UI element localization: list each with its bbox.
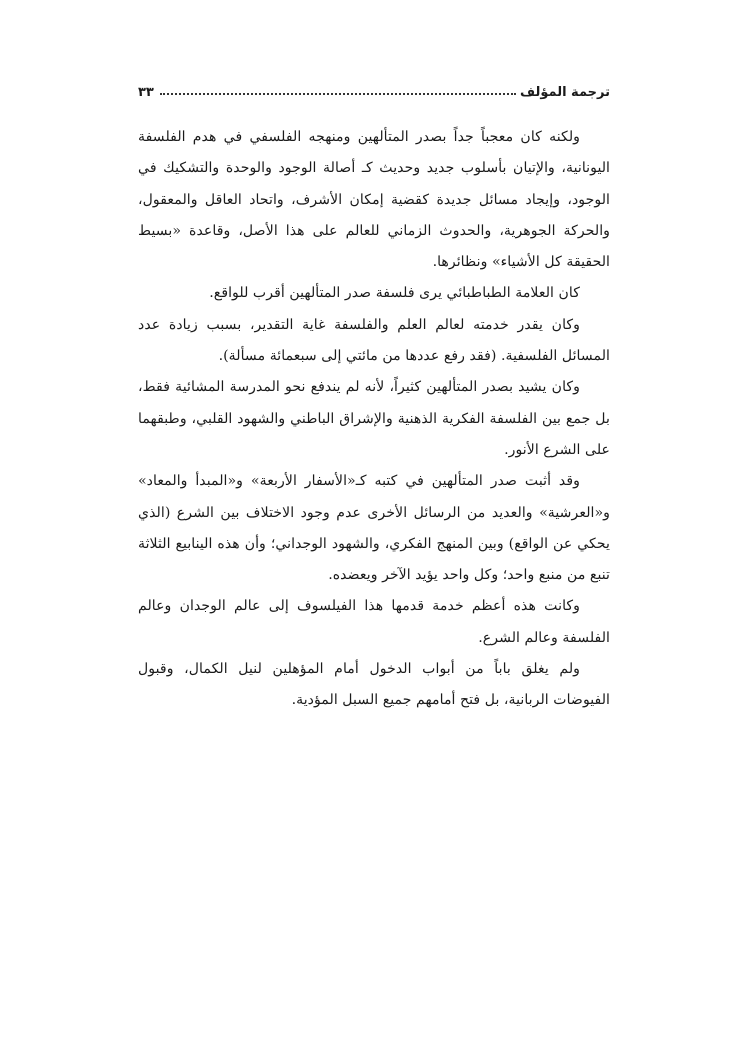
page-header [138,78,610,100]
paragraph: وقد أثبت صدر المتألهين في كتبه كـ«الأسفار الأربعة» و«المبدأ والمعاد» و«العرشية» والعديد من الرسائل الأخرى عدم وجود الاختلاف بين الشرع (الذي يحكي عن الواقع) وبين المنهج الفكري، والشهود الوجداني؛ وأن هذه الينابيع الثلاثة تنبع من منبع واحد؛ وكل واحد يؤيد الآخر ويعضده. [138,473,610,584]
body-text [138,122,610,717]
dot-leader [160,92,516,95]
paragraph: ولكنه كان معجباً جداً بصدر المتألهين ومنهجه الفلسفي في هدم الفلسفة اليونانية، والإتيان بأسلوب جديد وحديث كـ أصالة الوجود والوحدة والتشكيك في الوجود، وإيجاد مسائل جديدة كقضية إمكان الأشرف، واتحاد العاقل والمعقول، والحركة الجوهرية، والحدوث الزماني للعالم على هذا الأصل، وقاعدة «بسيط الحقيقة كل الأشياء» ونظائرها. [138,129,610,271]
paragraph: كان العلامة الطباطبائي يرى فلسفة صدر المتألهين أقرب للواقع. [209,285,580,302]
page-number: ٣٣ [138,85,154,100]
paragraph: ولم يغلق باباً من أبواب الدخول أمام المؤهلين لنيل الكمال، وقبول الفيوضات الربانية، بل فتح أمامهم جميع السبل المؤدية. [138,661,610,709]
paragraph: وكان يقدر خدمته لعالم العلم والفلسفة غاية التقدير، بسبب زيادة عدد المسائل الفلسفية. (فقد رفع عددها من مائتي إلى سبعمائة مسألة). [138,316,610,365]
running-title: ترجمة المؤلف [519,85,610,100]
paragraph: وكان يشيد بصدر المتألهين كثيراً، لأنه لم يندفع نحو المدرسة المشائية فقط، بل جمع بين الفلسفة الفكرية الذهنية والإشراق الباطني والشهود القلبي، وطبقهما على الشرع الأنور. [138,379,610,458]
paragraph: وكانت هذه أعظم خدمة قدمها هذا الفيلسوف إلى عالم الوجدان وعالم الفلسفة وعالم الشرع. [138,598,610,646]
